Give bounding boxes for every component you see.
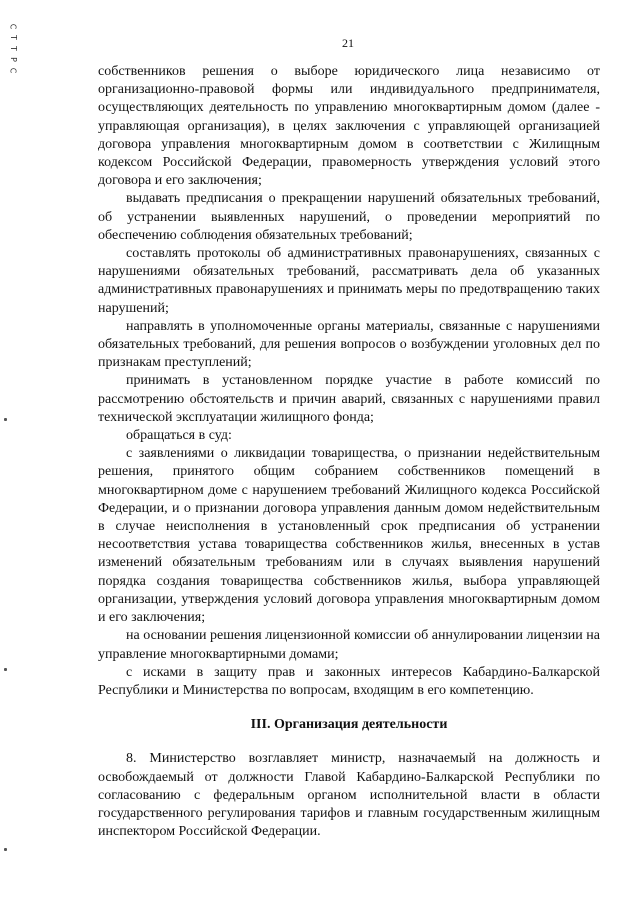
paragraph: 8. Министерство возглавляет министр, назначаемый на должность и освобождаемый от должности Главой Кабардино-Балкарской Республики по согласованию с федеральным органом исполнительной власти в области государственного регулирования тарифов и главным государственным жилищным инспектором Российской Федерации.	[98, 751, 600, 840]
paragraph: обращаться в суд:	[126, 428, 232, 444]
margin-mark: Т	[8, 35, 18, 40]
paragraph: с исками в защиту прав и законных интересов Кабардино-Балкарской Республики и Министерства по вопросам, входящим в его компетенцию.	[98, 664, 600, 698]
paragraph: выдавать предписания о прекращении нарушений обязательных требований, об устранении выявленных нарушений, о проведении мероприятий по обеспечению соблюдения обязательных требований;	[98, 191, 600, 243]
margin-marks	[6, 22, 20, 75]
paragraph: на основании решения лицензионной комиссии об аннулировании лицензии на управление многоквартирными домами;	[98, 628, 600, 662]
margin-mark: С	[8, 23, 18, 30]
section-title: III. Организация деятельности	[250, 717, 448, 733]
paragraph: направлять в уполномоченные органы материалы, связанные с нарушениями обязательных требований, для решения вопросов о возбуждении уголовных дел по признакам преступлений;	[98, 318, 600, 371]
paragraph: собственников решения о выборе юридического лица независимо от организационно-правовой формы или индивидуального предпринимателя, осуществляющих деятельность по управлению многоквартирным домом (далее - управляющая организация), в целях заключения с управляющей организацией договора управления многоквартирным домом в соответствии с Жилищным кодексом Российской Федерации, правомерность утверждения условий этого договора и его заключения;	[98, 64, 600, 189]
paragraph: принимать в установленном порядке участие в работе комиссий по рассмотрению обстоятельств и причин аварий, связанных с нарушениями правил технической эксплуатации жилищного фонда;	[98, 373, 600, 425]
margin-scan-mark	[4, 668, 7, 671]
paragraph: составлять протоколы об административных правонарушениях, связанных с нарушениями обязательных требований, рассматривать дела об указанных административных правонарушениях и принимать меры по предотвращению таких нарушений;	[98, 246, 600, 316]
margin-scan-mark	[4, 418, 7, 421]
margin-mark: С	[8, 67, 18, 74]
margin-scan-mark	[4, 848, 7, 851]
paragraph: с заявлениями о ликвидации товарищества, о признании недействительным решения, принятого общим собранием собственников помещений в многоквартирном доме с нарушением требований Жилищного кодекса Российской Федерации, и о признании договора управления данным домом недействительным в случае неисполнения в установленный срок предписания об устранении несоответствия устава товарищества собственников жилья, внесенных в устав изменений обязательным требованиям или в случаях выявления нарушений порядка создания товарищества собственников жилья, выбора управляющей организации, утверждения условий договора управления многоквартирным домом и его заключения;	[98, 446, 600, 626]
page-number: 21	[342, 36, 354, 50]
margin-mark: Т	[8, 46, 18, 51]
document-body	[98, 63, 600, 841]
margin-mark: Р	[8, 57, 18, 62]
